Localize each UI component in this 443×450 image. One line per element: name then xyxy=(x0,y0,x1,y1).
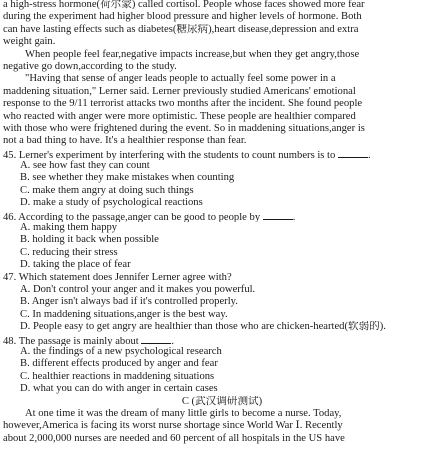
passage-c xyxy=(3,408,441,445)
question-45 xyxy=(3,148,441,210)
question-stem-end: . xyxy=(292,211,296,223)
passage-line: negative go down,according to the study. xyxy=(3,60,177,72)
option-c: C. reducing their stress xyxy=(20,246,118,258)
option-c: C. make them angry at doing such things xyxy=(20,184,194,196)
option-d: D. taking the place of fear xyxy=(20,259,131,271)
answer-blank xyxy=(141,334,171,344)
passage-line: however,America is facing its worst nurse shortage since World War Ⅰ. Recently xyxy=(3,420,343,432)
question-stem xyxy=(3,210,441,222)
option-a: A. making them happy xyxy=(20,222,118,234)
question-46 xyxy=(3,210,441,272)
question-stem-text: 45. Lerner's experiment by interfering with the students to count numbers is to xyxy=(3,149,336,161)
passage-line: maddening situation," Lerner said. Lerner previously studied Americans' emotional xyxy=(3,85,356,97)
option-b: B. holding it back when possible xyxy=(20,234,159,246)
answer-blank xyxy=(338,148,368,158)
option-a: A. see how fast they can count xyxy=(20,160,150,172)
question-stem-text: 48. The passage is mainly about xyxy=(3,335,139,346)
section-heading: C (武汉调研测试) xyxy=(181,395,263,407)
option-d: D. make a study of psychological reactions xyxy=(20,197,203,209)
question-stem xyxy=(3,272,441,284)
passage-line: about 2,000,000 nurses are needed and 60 percent of all hospitals in the US have xyxy=(3,432,345,444)
answer-blank xyxy=(263,210,293,220)
question-47 xyxy=(3,272,441,334)
passage-line: a high-stress hormone(荷尔蒙) called cortisol. People whose faces showed more fear xyxy=(3,0,365,10)
passage-line: weight gain. xyxy=(3,36,56,48)
passage-line: not a bad thing to have. It's a healthier response than fear. xyxy=(3,135,247,147)
paragraph-lerner-quote xyxy=(3,73,441,147)
question-48 xyxy=(3,334,441,396)
passage-line: can have lasting effects such as diabetes(糖尿病),heart disease,depression and extra xyxy=(3,23,359,35)
passage-line: response to the 9/11 terrorist attacks two months after the incident. She found people xyxy=(3,98,363,110)
option-c: C. In maddening situations,anger is the best way. xyxy=(20,308,228,320)
option-a: A. Don't control your anger and it makes you powerful. xyxy=(20,283,256,295)
option-b: B. Anger isn't always bad if it's controlled properly. xyxy=(20,296,238,308)
passage-line: At one time it was the dream of many little girls to become a nurse. Today, xyxy=(25,407,342,419)
question-stem-end: . xyxy=(171,335,175,346)
option-d: D. People easy to get angry are healthier than those who are chicken-hearted(软弱的). xyxy=(20,321,386,333)
passage-line: When people feel fear,negative impacts increase,but when they get angry,those xyxy=(25,48,360,60)
passage-line: who reacted with anger were more optimistic. These people are healthier compared xyxy=(3,110,356,122)
passage-line: "Having that sense of anger leads people to actually feel some power in a xyxy=(25,73,336,85)
option-c: C. healthier reactions in maddening situations xyxy=(20,370,215,382)
exam-page xyxy=(3,0,441,445)
option-b: B. see whether they make mistakes when counting xyxy=(20,172,235,184)
option-a: A. the findings of a new psychological research xyxy=(20,345,222,357)
question-stem-text: 46. According to the passage,anger can be good to people by xyxy=(3,211,261,223)
passage-line: with those who were frightened during the event. So in maddening situations,anger is xyxy=(3,122,365,134)
question-stem xyxy=(3,334,441,346)
question-stem-end: . xyxy=(367,149,371,161)
passage-line: during the experiment had higher blood pressure and higher levels of hormone. Both xyxy=(3,11,362,23)
paragraph-fear-anger xyxy=(3,49,441,74)
option-d: D. what you can do with anger in certain cases xyxy=(20,383,218,395)
option-b: B. different effects produced by anger and fear xyxy=(20,358,218,370)
question-stem-text: 47. Which statement does Jennifer Lerner agree with? xyxy=(3,271,232,283)
passage-top xyxy=(3,0,441,49)
question-stem xyxy=(3,148,441,160)
